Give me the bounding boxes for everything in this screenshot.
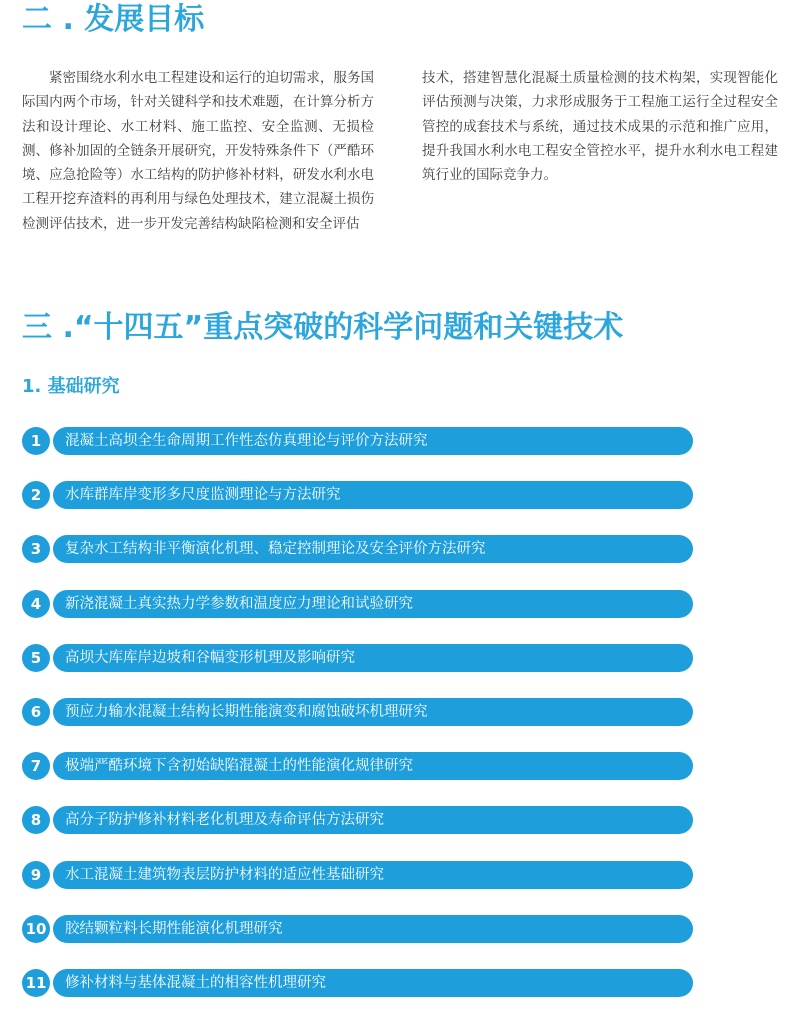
topic-label: 新浇混凝土真实热力学参数和温度应力理论和试验研究 [53,590,693,618]
topic-number-badge: 3 [22,535,50,563]
research-topic-item [22,698,702,726]
topic-label: 水库群库岸变形多尺度监测理论与方法研究 [53,481,693,509]
topic-number-badge: 8 [22,806,50,834]
topic-number-badge: 9 [22,861,50,889]
topic-number-badge: 6 [22,698,50,726]
subsection-title-basic-research: 1. 基础研究 [22,376,120,397]
research-topic-item [22,861,702,889]
research-topic-item [22,915,702,943]
topic-label: 高坝大库库岸边坡和谷幅变形机理及影响研究 [53,644,693,672]
topic-label: 混凝土高坝全生命周期工作性态仿真理论与评价方法研究 [53,427,693,455]
research-topic-item [22,969,702,997]
research-topic-item [22,590,702,618]
topic-label: 水工混凝土建筑物表层防护材料的适应性基础研究 [53,861,693,889]
topic-label: 极端严酷环境下含初始缺陷混凝土的性能演化规律研究 [53,752,693,780]
topic-number-badge: 5 [22,644,50,672]
topic-label: 胶结颗粒料长期性能演化机理研究 [53,915,693,943]
research-topic-item [22,427,702,455]
topic-number-badge: 1 [22,427,50,455]
topic-label: 复杂水工结构非平衡演化机理、稳定控制理论及安全评价方法研究 [53,535,693,563]
section-title-key-technologies: 三 .“十四五”重点突破的科学问题和关键技术 [22,310,624,345]
topic-number-badge: 10 [22,915,50,943]
section-title-development-goals: 二 . 发展目标 [22,2,205,37]
research-topic-item [22,806,702,834]
research-topic-item [22,481,702,509]
topic-number-badge: 7 [22,752,50,780]
topic-label: 高分子防护修补材料老化机理及寿命评估方法研究 [53,806,693,834]
goals-paragraph-right: 技术，搭建智慧化混凝土质量检测的技术构架，实现智能化评估预测与决策，力求形成服务于工程施工运行全过程安全管控的成套技术与系统，通过技术成果的示范和推广应用，提升我国水利水电工程安全管控水平，提升水利水电工程建筑行业的国际竞争力。 [422,70,778,184]
research-topic-item [22,535,702,563]
topic-number-badge: 2 [22,481,50,509]
research-topic-item [22,752,702,780]
topic-number-badge: 11 [22,969,50,997]
topic-number-badge: 4 [22,590,50,618]
goals-paragraph-left: 紧密围绕水利水电工程建设和运行的迫切需求，服务国际国内两个市场，针对关键科学和技术难题，在计算分析方法和设计理论、水工材料、施工监控、安全监测、无损检测、修补加固的全链条开展研究，开发特殊条件下（严酷环境、应急抢险等）水工结构的防护修补材料，研发水利水电工程开挖弃渣料的再利用与绿色处理技术，建立混凝土损伤检测评估技术，进一步开发完善结构缺陷检测和安全评估 [22,70,374,232]
research-topic-list [22,427,702,1023]
topic-label: 预应力输水混凝土结构长期性能演变和腐蚀破坏机理研究 [53,698,693,726]
research-topic-item [22,644,702,672]
topic-label: 修补材料与基体混凝土的相容性机理研究 [53,969,693,997]
